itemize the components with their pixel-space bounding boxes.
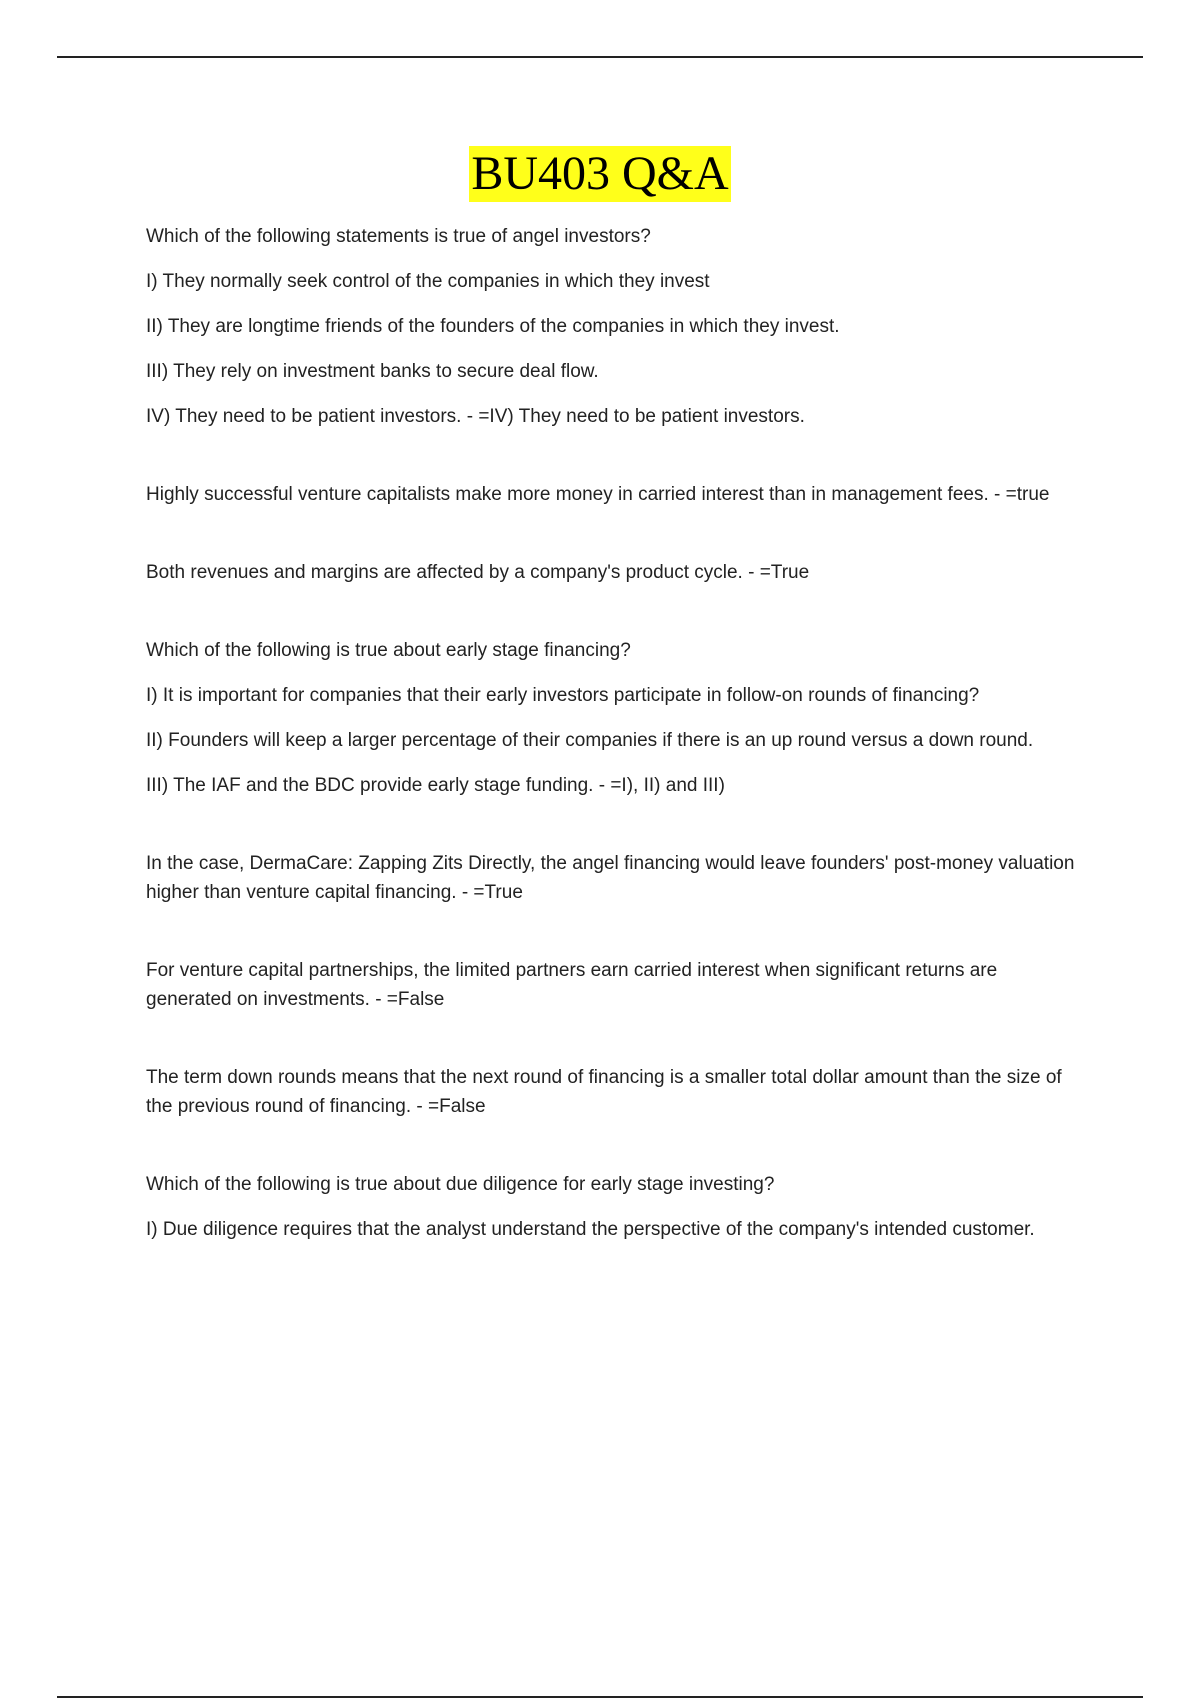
question-4-stem: Which of the following is true about early stage financing? — [146, 640, 631, 661]
question-4-option-3: III) The IAF and the BDC provide early stage funding. - =I), II) and III) — [146, 775, 725, 796]
top-rule — [57, 56, 1143, 58]
question-1-option-2: II) They are longtime friends of the founders of the companies in which they invest. — [146, 316, 840, 337]
question-1-stem: Which of the following statements is true of angel investors? — [146, 226, 651, 247]
question-8-option-1: I) Due diligence requires that the analyst understand the perspective of the company's intended customer. — [146, 1219, 1035, 1240]
question-1-option-4: IV) They need to be patient investors. - =IV) They need to be patient investors. — [146, 406, 805, 427]
bottom-rule — [57, 1696, 1143, 1698]
question-5: In the case, DermaCare: Zapping Zits Directly, the angel financing would leave founders' post-money valuation higher than venture capital financing. - =True — [146, 853, 1075, 903]
question-1-option-3: III) They rely on investment banks to secure deal flow. — [146, 361, 599, 382]
question-4-option-2: II) Founders will keep a larger percentage of their companies if there is an up round versus a down round. — [146, 730, 1034, 751]
title-wrap — [0, 146, 1200, 202]
question-4-option-1: I) It is important for companies that their early investors participate in follow-on rounds of financing? — [146, 685, 980, 706]
page-title: BU403 Q&A — [471, 147, 729, 200]
question-7: The term down rounds means that the next round of financing is a smaller total dollar amount than the size of the previous round of financing. - =False — [146, 1067, 1062, 1117]
question-8-stem: Which of the following is true about due diligence for early stage investing? — [146, 1174, 775, 1195]
question-3: Both revenues and margins are affected by a company's product cycle. - =True — [146, 562, 810, 583]
question-6: For venture capital partnerships, the limited partners earn carried interest when significant returns are generated on investments. - =False — [146, 960, 998, 1010]
question-2: Highly successful venture capitalists make more money in carried interest than in management fees. - =true — [146, 484, 1050, 505]
question-1-option-1: I) They normally seek control of the companies in which they invest — [146, 271, 710, 292]
document-body — [146, 222, 1086, 1260]
